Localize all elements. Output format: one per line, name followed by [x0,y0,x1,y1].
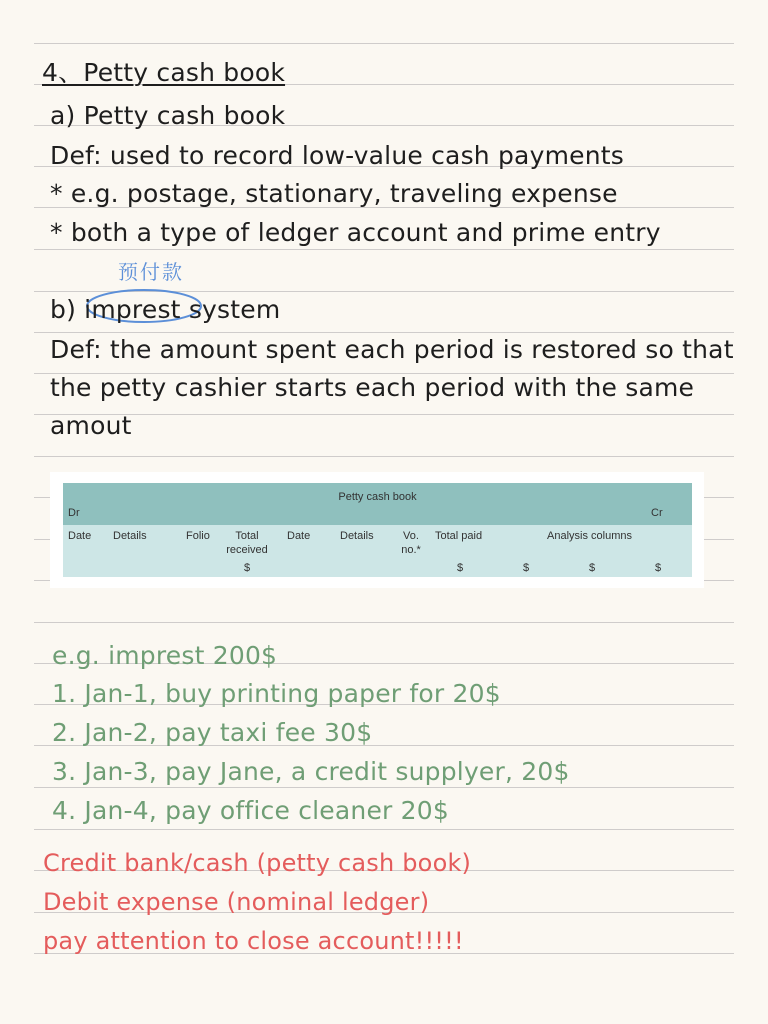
handwritten-annotation: 预付款 [118,260,184,284]
col-details: Details [113,530,147,542]
table-header [63,483,692,525]
section-a-bullet-1: * e.g. postage, stationary, traveling expense [50,179,618,208]
petty-cash-book-layout [63,483,692,577]
section-a-title: a) Petty cash book [50,101,286,130]
example-item: 1. Jan-1, buy printing paper for 20$ [52,679,501,708]
col-date-2: Date [287,530,311,542]
note-line: pay attention to close account!!!!! [43,927,464,955]
table-title: Petty cash book [338,491,417,503]
currency-symbol: $ [655,562,662,574]
note-line: Credit bank/cash (petty cash book) [43,849,472,877]
col-details-2: Details [340,530,374,542]
col-received: received [226,544,268,556]
currency-symbol: $ [523,562,530,574]
col-total-paid: Total paid [435,530,483,542]
rule-line [34,414,734,415]
rule-line [34,43,734,44]
table-cr-label: Cr [651,507,663,519]
section-b-definition-line-1: Def: the amount spent each period is restored so that [50,335,734,364]
rule-line [34,787,734,788]
petty-cash-book-table [50,472,704,588]
col-voucher-no: no.* [401,544,421,556]
currency-symbol: $ [244,562,251,574]
currency-symbol: $ [457,562,464,574]
rule-line [34,829,734,830]
col-voucher: Vo. [403,530,419,542]
section-a-bullet-2: * both a type of ledger account and prime entry [50,218,661,247]
section-b-definition-line-3: amout [50,411,132,440]
page-heading: 4、Petty cash book [42,58,286,87]
example-intro: e.g. imprest 200$ [52,641,278,670]
example-item: 4. Jan-4, pay office cleaner 20$ [52,796,449,825]
col-folio: Folio [186,530,210,542]
col-total: Total [235,530,259,542]
table-dr-label: Dr [68,507,80,519]
table-columns [63,525,692,577]
note-line: Debit expense (nominal ledger) [43,888,430,916]
currency-symbol: $ [589,562,596,574]
rule-line [34,622,734,623]
section-b-title: b) imprest system [50,295,281,324]
example-item: 3. Jan-3, pay Jane, a credit supplyer, 20$ [52,757,570,786]
example-item: 2. Jan-2, pay taxi fee 30$ [52,718,373,747]
section-a-definition: Def: used to record low-value cash payments [50,141,624,170]
col-date: Date [68,530,92,542]
rule-line [34,249,734,250]
col-analysis: Analysis columns [547,530,632,542]
rule-line [34,456,734,457]
rule-line [34,332,734,333]
section-b-definition-line-2: the petty cashier starts each period with the same [50,373,695,402]
